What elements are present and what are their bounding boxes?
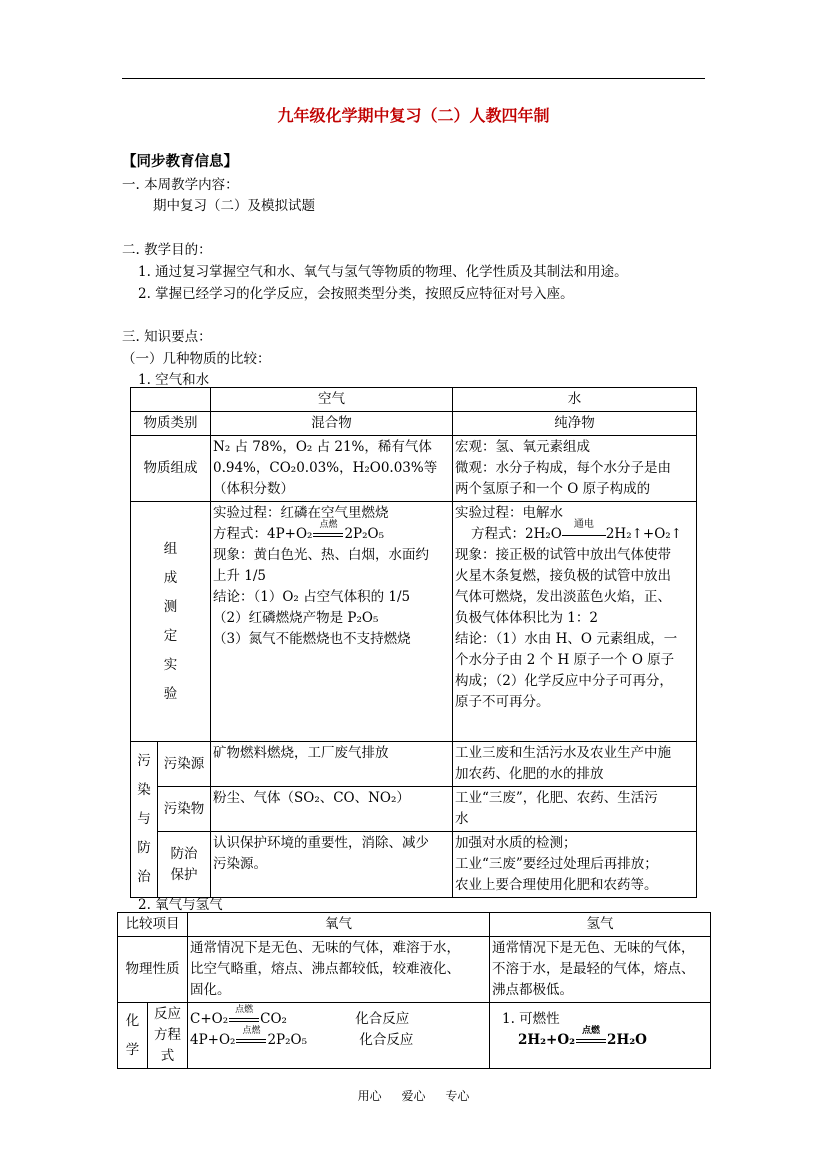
label-char: 实 — [163, 656, 178, 673]
text-line: 负极气体体积比为 1：2 — [455, 610, 598, 626]
cell-water — [453, 436, 697, 502]
cell-water — [453, 502, 697, 742]
label-line: 防治 — [170, 845, 198, 862]
equation-condition: 点燃 — [229, 1015, 259, 1025]
text-line: 构成；（2）化学反应中分子可再分， — [455, 673, 673, 689]
row-label-vertical — [118, 1003, 148, 1069]
row-sublabel: 污染物 — [158, 787, 211, 832]
text-line: 工业“三废”，化肥、农药、生活污 — [455, 790, 658, 806]
label-char: 染 — [137, 782, 151, 798]
text-line: 农业上要合理使用化肥和农药等。 — [455, 877, 658, 893]
col-header-oxygen: 氧气 — [188, 913, 490, 937]
cell-water — [453, 832, 697, 898]
row-label-vertical — [131, 502, 211, 742]
row-sublabel — [158, 832, 211, 898]
label-char: 与 — [137, 811, 151, 827]
text-line: 原子不可再分。 — [455, 694, 550, 710]
col-header-water: 水 — [453, 388, 697, 412]
text-line: 上升 1/5 — [213, 568, 267, 584]
s2-item: 2. 掌握已经学习的化学反应，会按照类型分类，按照反应特征对号入座。 — [138, 286, 574, 302]
col-header-item: 比较项目 — [118, 913, 188, 937]
text-line: 微观：水分子构成，每个水分子是由 — [455, 460, 671, 476]
cell-oxygen — [188, 1003, 490, 1069]
text-line: 不溶于水，是最轻的气体，熔点、 — [492, 961, 695, 977]
text-line: 两个氢原子和一个 O 原子构成的 — [455, 481, 651, 497]
eq-right: 2H₂↑+O₂↑ — [605, 526, 683, 542]
text-line: 气体可燃烧，发出淡蓝色火焰，正、 — [455, 589, 671, 605]
cell-hydrogen — [490, 1003, 711, 1069]
equation-condition: 点燃 — [576, 1036, 606, 1046]
cell-oxygen — [188, 937, 490, 1003]
label-char: 定 — [163, 627, 178, 644]
oxygen-hydrogen-table — [117, 912, 711, 1069]
air-water-table — [130, 387, 697, 898]
text-line: 现象：黄白色光、热、白烟，水面约 — [213, 547, 429, 563]
label-line: 式 — [160, 1048, 175, 1064]
equation — [190, 1004, 487, 1030]
row-label: 物质类别 — [131, 412, 211, 436]
text-line: 污染源。 — [213, 856, 267, 872]
s2-heading: 二. 教学目的： — [122, 242, 212, 258]
label-char: 测 — [163, 598, 178, 615]
row-label-vertical — [131, 742, 158, 898]
label-line: 方程 — [154, 1027, 181, 1043]
eq-left: C+O₂ — [190, 1011, 229, 1027]
section-header: 【同步教育信息】 — [122, 153, 238, 170]
s3-sub1-1: 1. 空气和水 — [138, 372, 210, 388]
text-line: 结论：（1）水由 H、O 元素组成，一 — [455, 631, 678, 647]
text-line: 个水分子由 2 个 H 原子一个 O 原子 — [455, 652, 675, 668]
equation-condition: 点燃 — [236, 1036, 266, 1046]
label-line: 反应 — [154, 1006, 181, 1022]
label-char: 组 — [163, 540, 178, 557]
text-line: 加强对水质的检测； — [455, 835, 577, 851]
equation-condition: 通电 — [562, 530, 606, 540]
eq-prefix: 方程式： — [471, 526, 525, 542]
text-line: （体积分数） — [213, 481, 294, 497]
label-char: 防 — [137, 840, 151, 856]
equation — [190, 1025, 487, 1051]
text-line: 固化。 — [190, 982, 231, 998]
text-line: 火星木条复燃，接负极的试管中放出 — [455, 568, 671, 584]
s1-heading: 一. 本周教学内容： — [122, 177, 239, 193]
page-title: 九年级化学期中复习（二）人教四年制 — [277, 106, 550, 125]
equation — [455, 518, 694, 545]
eq-right: CO₂ — [260, 1011, 287, 1027]
text-line: N₂ 占 78%，O₂ 占 21%，稀有气体 — [213, 439, 432, 455]
text-line: 实验过程：电解水 — [455, 505, 563, 521]
text-line: 比空气略重，熔点、沸点都较低，较难液化、 — [190, 961, 460, 977]
footer-text: 用心 — [357, 1089, 382, 1103]
label-char: 污 — [137, 753, 151, 769]
text-line: 现象：接正极的试管中放出气体使带 — [455, 547, 671, 563]
label-char: 化 — [125, 1012, 140, 1029]
s3-sub1: （一）几种物质的比较： — [122, 351, 271, 367]
eq-right: 2P₂O₅ — [267, 1032, 308, 1048]
text-line: 沸点都极低。 — [492, 982, 573, 998]
text-line: （2）红磷燃烧产物是 P₂O₅ — [213, 610, 379, 626]
text-line: 水 — [455, 811, 469, 827]
text-line: 工业三废和生活污水及农业生产中施 — [455, 745, 671, 761]
text-line: （3）氮气不能燃烧也不支持燃烧 — [213, 631, 411, 647]
cell-air — [211, 832, 453, 898]
text-line: 通常情况下是无色、无味的气体，难溶于水， — [190, 940, 460, 956]
text-line: 0.94%，CO₂0.03%，H₂O0.03%等 — [213, 460, 438, 476]
cell-air: 矿物燃料燃烧，工厂废气排放 — [211, 742, 453, 787]
label-char: 成 — [163, 569, 178, 586]
text-line: 加农药、化肥的水的排放 — [455, 766, 604, 782]
page-footer — [0, 1087, 827, 1104]
reaction-type: 化合反应 — [359, 1032, 414, 1048]
label-line: 保护 — [170, 866, 198, 883]
footer-text: 爱心 — [401, 1089, 426, 1103]
header-rule — [122, 78, 705, 79]
row-sublabel: 污染源 — [158, 742, 211, 787]
reaction-type: 化合反应 — [355, 1011, 410, 1027]
label-char: 验 — [163, 685, 178, 702]
row-label: 物质组成 — [131, 436, 211, 502]
text-line: 通常情况下是无色、无味的气体， — [492, 940, 695, 956]
row-sublabel — [148, 1003, 188, 1069]
label-char: 治 — [137, 869, 151, 885]
cell-air — [211, 502, 453, 742]
s1-content: 期中复习（二）及模拟试题 — [153, 198, 315, 214]
eq-left: 方程式：4P+O₂ — [213, 526, 313, 542]
s3-heading: 三. 知识要点： — [122, 329, 212, 345]
text-line: 结论：（1）O₂ 占空气体积的 1/5 — [213, 589, 411, 605]
equation — [213, 519, 450, 545]
corner-cell — [131, 388, 211, 412]
label-char: 学 — [125, 1041, 140, 1058]
cell-air: 粉尘、气体（SO₂、CO、NO₂） — [211, 787, 453, 832]
row-label: 物理性质 — [118, 937, 188, 1003]
col-header-hydrogen: 氢气 — [490, 913, 711, 937]
cell-water — [453, 742, 697, 787]
text-line: 1. 可燃性 — [502, 1011, 560, 1027]
cell-water: 纯净物 — [453, 412, 697, 436]
cell-hydrogen — [490, 937, 711, 1003]
text-line: 认识保护环境的重要性，消除、减少 — [213, 835, 429, 851]
col-header-air: 空气 — [211, 388, 453, 412]
eq-right: 2H₂O — [607, 1032, 647, 1048]
eq-right: 2P₂O₅ — [344, 526, 385, 542]
text-line: 实验过程：红磷在空气里燃烧 — [213, 505, 389, 521]
text-line: 宏观：氢、氧元素组成 — [455, 439, 590, 455]
cell-air — [211, 436, 453, 502]
eq-left: 2H₂+O₂ — [518, 1032, 576, 1048]
equation-condition: 点燃 — [313, 530, 343, 540]
cell-air: 混合物 — [211, 412, 453, 436]
s2-item: 1. 通过复习掌握空气和水、氧气与氢气等物质的物理、化学性质及其制法和用途。 — [138, 264, 628, 280]
equation — [502, 1025, 708, 1051]
cell-water — [453, 787, 697, 832]
text-line: 工业“三废”要经过处理后再排放； — [455, 856, 658, 872]
eq-left: 4P+O₂ — [190, 1032, 236, 1048]
footer-text: 专心 — [445, 1089, 470, 1103]
eq-left: 2H₂O — [525, 526, 562, 542]
s3-sub1-2: 2. 氧气与氢气 — [138, 897, 223, 913]
